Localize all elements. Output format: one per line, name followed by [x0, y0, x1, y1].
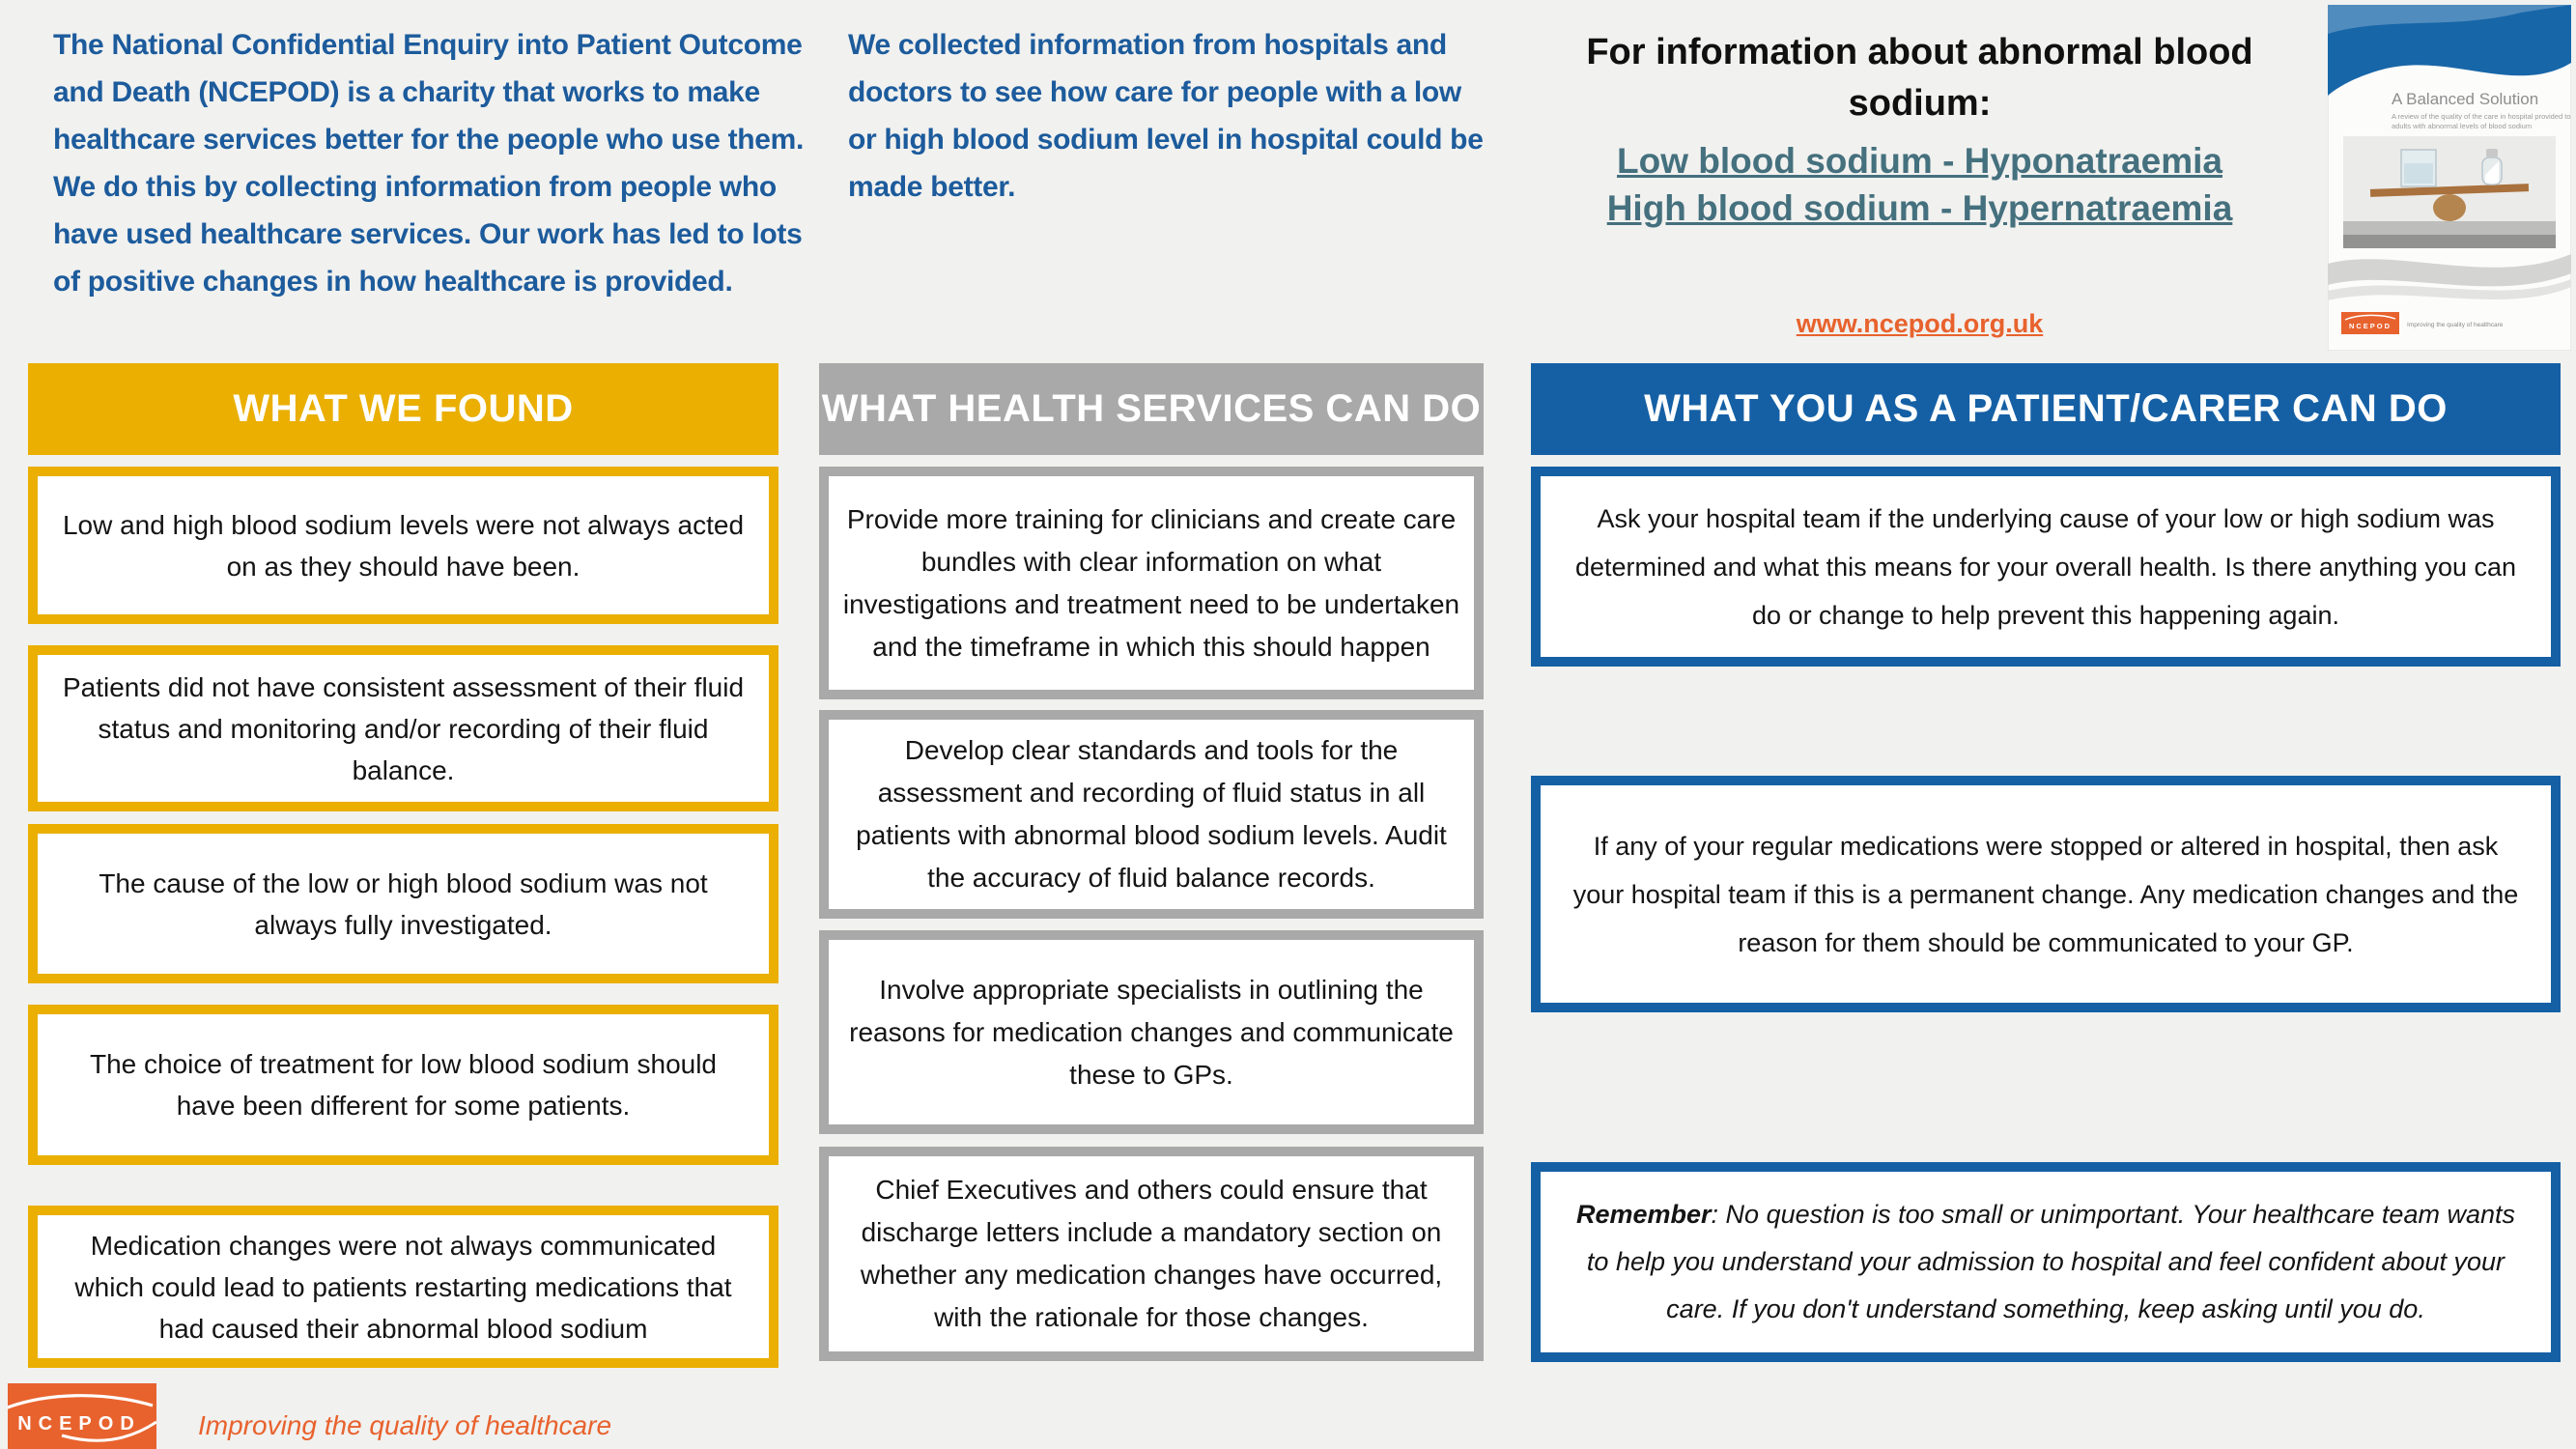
column-header-patient-carer: WHAT YOU AS A PATIENT/CARER CAN DO — [1531, 363, 2561, 455]
link-high-sodium-hypernatraemia[interactable]: High blood sodium - Hypernatraemia — [1606, 188, 2233, 228]
ncepod-logo-image — [8, 1383, 156, 1449]
ncepod-tagline: Improving the quality of healthcare — [198, 1410, 612, 1440]
finding-card: The choice of treatment for low blood sodium should have been different for some patients. — [28, 1005, 778, 1165]
report-cover-subtitle-1: A review of the quality of the care in hospital provided to — [2392, 112, 2571, 121]
info-links — [1536, 137, 2304, 232]
finding-card: Low and high blood sodium levels were not always acted on as they should have been. — [28, 467, 778, 624]
link-low-sodium-hyponatraemia[interactable]: Low blood sodium - Hyponatraemia — [1617, 141, 2222, 181]
remember-lead: Remember — [1575, 1200, 1712, 1229]
column-header-what-we-found: WHAT WE FOUND — [28, 363, 778, 455]
patient-action-card: If any of your regular medications were stopped or altered in hospital, then ask your hospital team if this is a permanent change. Any medication changes and the reason for them should be communicated to your GP. — [1531, 776, 2561, 1012]
remember-text: : No question is too small or unimportant. Your healthcare team wants to help you understand your admission to hospital and feel confident about your care. If you don't understand something, keep asking until you do. — [1586, 1200, 2515, 1323]
report-cover-thumbnail — [2328, 5, 2571, 351]
svg-text:NCEPOD: NCEPOD — [2348, 322, 2392, 330]
recommendation-card: Chief Executives and others could ensure that discharge letters include a mandatory section on whether any medication changes have occurred, with the rationale for those changes. — [819, 1147, 1484, 1361]
intro-text-ncepod: The National Confidential Enquiry into Patient Outcome and Death (NCEPOD) is a charity that works to make healthcare services better for the people who use them. — [53, 29, 805, 156]
ncepod-logo — [8, 1383, 156, 1449]
svg-text:NCEPOD: NCEPOD — [17, 1413, 141, 1435]
cover-tagline: Improving the quality of healthcare — [2407, 322, 2504, 328]
intro-about-ncepod — [53, 21, 807, 305]
recommendation-card: Provide more training for clinicians and create care bundles with clear information on what investigations and treatment need to be undertaken and the timeframe in which this should happen — [819, 467, 1484, 699]
recommendation-card: Involve appropriate specialists in outlining the reasons for medication changes and communicate these to GPs. — [819, 930, 1484, 1134]
cover-photo — [2343, 136, 2556, 248]
abnormal-sodium-info-block — [1536, 27, 2304, 339]
report-cover-title: A Balanced Solution — [2392, 90, 2539, 108]
finding-card: Medication changes were not always communicated which could lead to patients restarting medications that had caused their abnormal blood sodium — [28, 1206, 778, 1368]
intro-text-study: We collected information from hospitals and doctors to see how care for people with a low or high blood sodium level in hospital could be made better. — [848, 29, 1484, 203]
patient-action-card: Ask your hospital team if the underlying cause of your low or high sodium was determined and what this means for your overall health. Is there anything you can do or change to help prevent this happening again. — [1531, 467, 2561, 667]
column-header-health-services: WHAT HEALTH SERVICES CAN DO — [819, 363, 1484, 455]
glass-of-water — [2401, 150, 2436, 186]
info-heading: For information about abnormal blood sodium: — [1586, 32, 2253, 124]
remember-card — [1531, 1162, 2561, 1362]
egg — [2433, 194, 2466, 221]
recommendation-card: Develop clear standards and tools for the assessment and recording of fluid status in all patients with abnormal blood sodium levels. Audit the accuracy of fluid balance records. — [819, 710, 1484, 919]
finding-card: Patients did not have consistent assessment of their fluid status and monitoring and/or recording of their fluid balance. — [28, 645, 778, 811]
finding-card: The cause of the low or high blood sodium was not always fully investigated. — [28, 824, 778, 983]
report-cover-image — [2328, 5, 2571, 351]
link-ncepod-website[interactable]: www.ncepod.org.uk — [1796, 309, 2044, 338]
report-cover-subtitle-2: adults with abnormal levels of blood sodium — [2392, 122, 2533, 130]
intro-about-study — [848, 21, 1486, 211]
cover-ncepod-logo — [2341, 312, 2399, 334]
intro-text-ncepod-2: We do this by collecting information from people who have used healthcare services. Our work has led to lots of positive changes in how healthcare is provided. — [53, 171, 803, 298]
